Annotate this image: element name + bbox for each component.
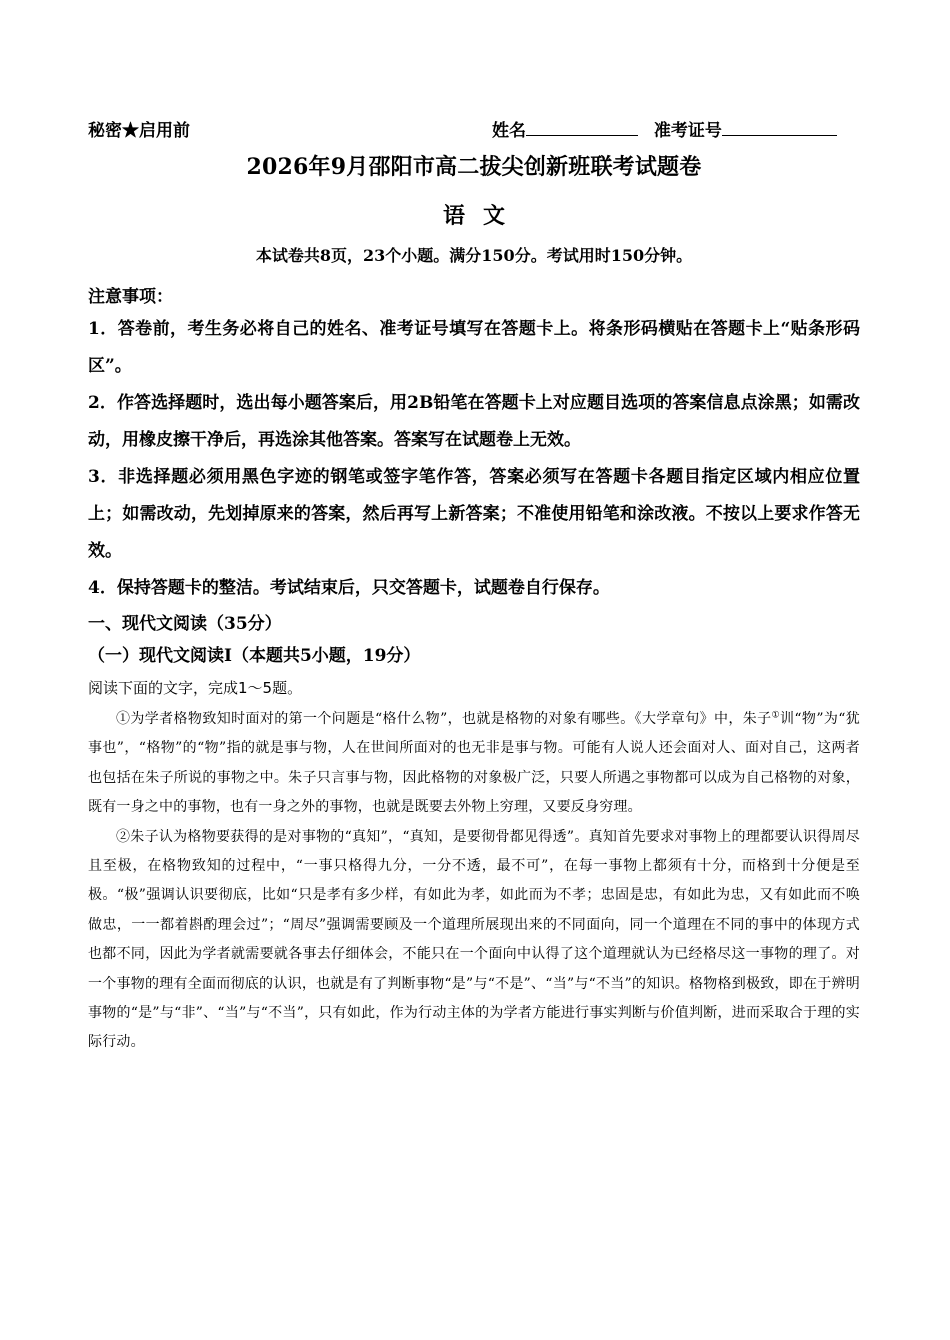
passage-p1-text-a: ①为学者格物致知时面对的第一个问题是“格什么物”，也就是格物的对象有哪些。《大学章句》中，朱子 bbox=[116, 711, 772, 727]
exam-paper-page bbox=[88, 112, 860, 1058]
notice-list bbox=[88, 311, 860, 607]
exam-info: 本试卷共8页，23个小题。满分150分。考试用时150分钟。 bbox=[255, 246, 693, 265]
notice-item-1: 1．答卷前，考生务必将自己的姓名、准考证号填写在答题卡上。将条形码横贴在答题卡上“贴条形码区”。 bbox=[88, 319, 860, 376]
reading-instruction: 阅读下面的文字，完成1～5题。 bbox=[88, 679, 303, 697]
passage-paragraph-1 bbox=[88, 705, 860, 823]
name-blank-line bbox=[526, 119, 638, 136]
passage-p1-text-b: 训“物”为“犹事也”，“格物”的“物”指的就是事与物，人在世间所面对的也无非是事与物。可能有人说人还会面对人、面对自己，这两者也包括在朱子所说的事物之中。朱子只言事与物，因此格物的对象极广泛，只要人所遇之事物都可以成为自己格物的对象，既有一身之中的事物，也有一身之外的事物，也就是既要去外物上穷理，又要反身穷理。 bbox=[88, 711, 860, 816]
id-blank-line bbox=[722, 119, 837, 136]
reading-passage bbox=[88, 705, 860, 1058]
notice-heading: 注意事项： bbox=[88, 287, 173, 307]
footnote-marker: ① bbox=[771, 710, 780, 721]
name-label: 姓名 bbox=[492, 121, 526, 141]
passage-paragraph-2: ②朱子认为格物要获得的是对事物的“真知”，“真知，是要彻骨都见得透”。真知首先要求对事物上的理都要认识得周尽且至极，在格物致知的过程中，“一事只格得九分，一分不透，最不可”，在每一事物上都须有十分，而格到十分便是至极。“极”强调认识要彻底，比如“只是孝有多少样，有如此为孝，如此而为不孝；忠固是忠，有如此为忠，又有如此而不唤做忠，一一都着斟酌理会过”；“周尽”强调需要顾及一个道理所展现出来的不同面向，同一个道理在不同的事中的体现方式也都不同，因此为学者就需要就各事去仔细体会，不能只在一个面向中认得了这个道理就认为已经格尽这一事物的理了。对一个事物的理有全面而彻底的认识，也就是有了判断事物“是”与“不是”、“当”与“不当”的知识。格物格到极致，即在于辨明事物的“是”与“非”、“当”与“不当”，只有如此，作为行动主体的为学者方能进行事实判断与价值判断，进而采取合于理的实际行动。 bbox=[88, 828, 860, 1051]
notice-item-2: 2．作答选择题时，选出每小题答案后，用2B铅笔在答题卡上对应题目选项的答案信息点涂黑；如需改动，用橡皮擦干净后，再选涂其他答案。答案写在试题卷上无效。 bbox=[88, 393, 860, 450]
exam-title: 2026年9月邵阳市高二拔尖创新班联考试题卷 bbox=[246, 154, 702, 180]
secret-label: 秘密★启用前 bbox=[88, 121, 190, 141]
subsection-title: （一）现代文阅读Ⅰ（本题共5小题，19分） bbox=[88, 646, 421, 666]
notice-item-3: 3．非选择题必须用黑色字迹的钢笔或签字笔作答，答案必须写在答题卡各题目指定区域内相应位置上；如需改动，先划掉原来的答案，然后再写上新答案；不准使用铅笔和涂改液。不按以上要求作答无效。 bbox=[88, 467, 860, 561]
subject-title: 语文 bbox=[442, 203, 523, 229]
notice-item-4: 4．保持答题卡的整洁。考试结束后，只交答题卡，试题卷自行保存。 bbox=[88, 578, 610, 598]
id-label: 准考证号 bbox=[653, 121, 722, 141]
section-title: 一、现代文阅读（35分） bbox=[88, 614, 282, 634]
paper-header bbox=[88, 112, 860, 142]
candidate-fields bbox=[492, 116, 837, 141]
